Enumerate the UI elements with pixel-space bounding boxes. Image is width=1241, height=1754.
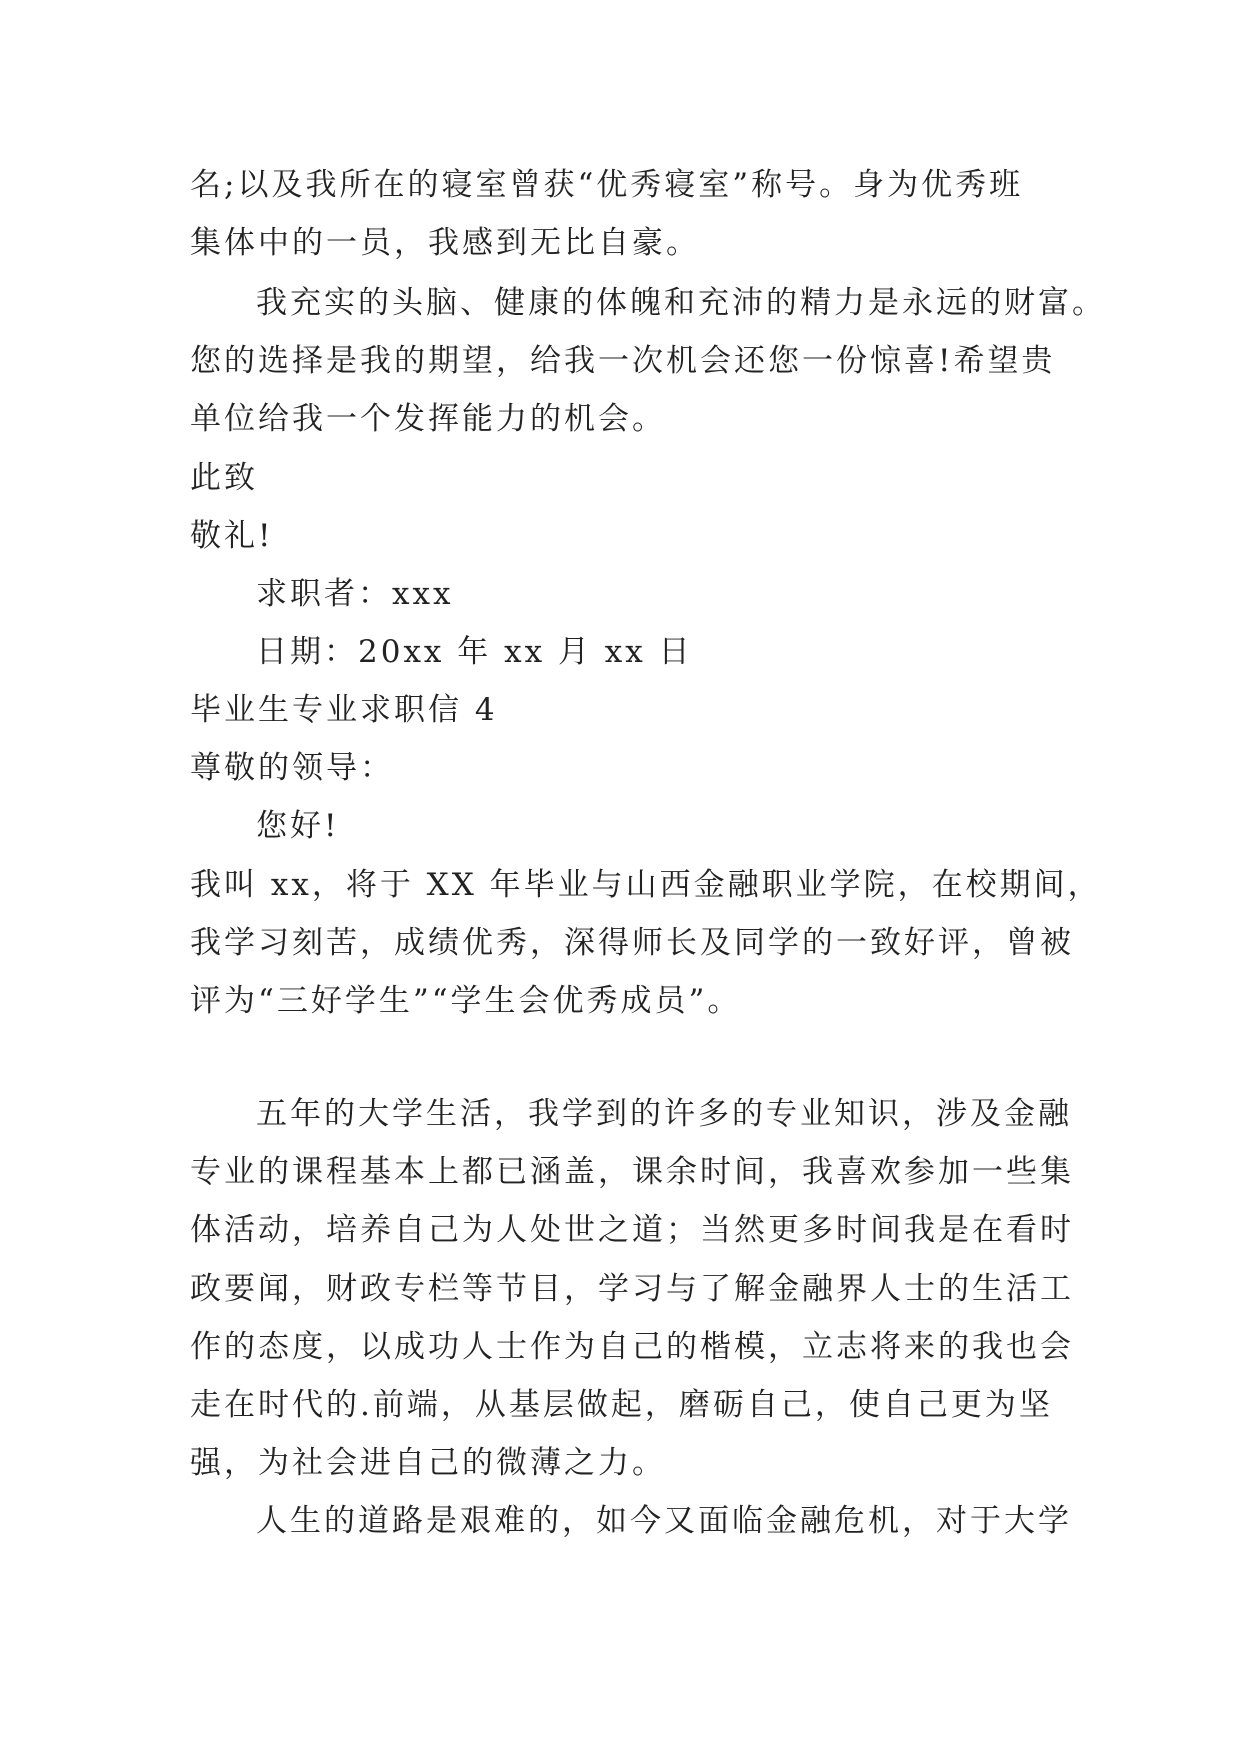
text-line: 名;以及我所在的寝室曾获“优秀寝室”称号。身为优秀班 <box>190 167 1024 203</box>
text-line: 专业的课程基本上都已涵盖，课余时间，我喜欢参加一些集 <box>190 1154 1074 1190</box>
text-line: 政要闻，财政专栏等节目，学习与了解金融界人士的生活工 <box>190 1271 1074 1307</box>
text-line: 人生的道路是艰难的，如今又面临金融危机，对于大学 <box>256 1503 1072 1539</box>
date-line: 日期：20xx 年 xx 月 xx 日 <box>256 634 693 670</box>
text-line: 体活动，培养自己为人处世之道；当然更多时间我是在看时 <box>190 1212 1074 1248</box>
section-title: 毕业生专业求职信 4 <box>190 692 498 728</box>
text-line: 评为“三好学生”“学生会优秀成员”。 <box>190 983 742 1019</box>
salutation: 尊敬的领导： <box>190 750 394 786</box>
text-line: 集体中的一员，我感到无比自豪。 <box>190 225 700 261</box>
text-line: 作的态度，以成功人士作为自己的楷模，立志将来的我也会 <box>190 1329 1074 1365</box>
text-line: 您的选择是我的期望，给我一次机会还您一份惊喜!希望贵 <box>190 343 1056 379</box>
signature-line: 求职者：xxx <box>256 576 454 612</box>
text-line: 五年的大学生活，我学到的许多的专业知识，涉及金融 <box>256 1096 1072 1132</box>
text-line: 我充实的头脑、健康的体魄和充沛的精力是永远的财富。 <box>256 285 1106 321</box>
greeting: 您好! <box>256 808 340 844</box>
text-line: 我叫 xx，将于 XX 年毕业与山西金融职业学院，在校期间， <box>190 867 1102 903</box>
closing-line: 敬礼! <box>190 518 274 554</box>
text-line: 单位给我一个发挥能力的机会。 <box>190 401 666 437</box>
text-line: 强，为社会进自己的微薄之力。 <box>190 1445 666 1481</box>
closing-line: 此致 <box>190 460 258 496</box>
text-line: 走在时代的.前端，从基层做起，磨砺自己，使自己更为坚 <box>190 1387 1053 1423</box>
text-line: 我学习刻苦，成绩优秀，深得师长及同学的一致好评，曾被 <box>190 925 1074 961</box>
